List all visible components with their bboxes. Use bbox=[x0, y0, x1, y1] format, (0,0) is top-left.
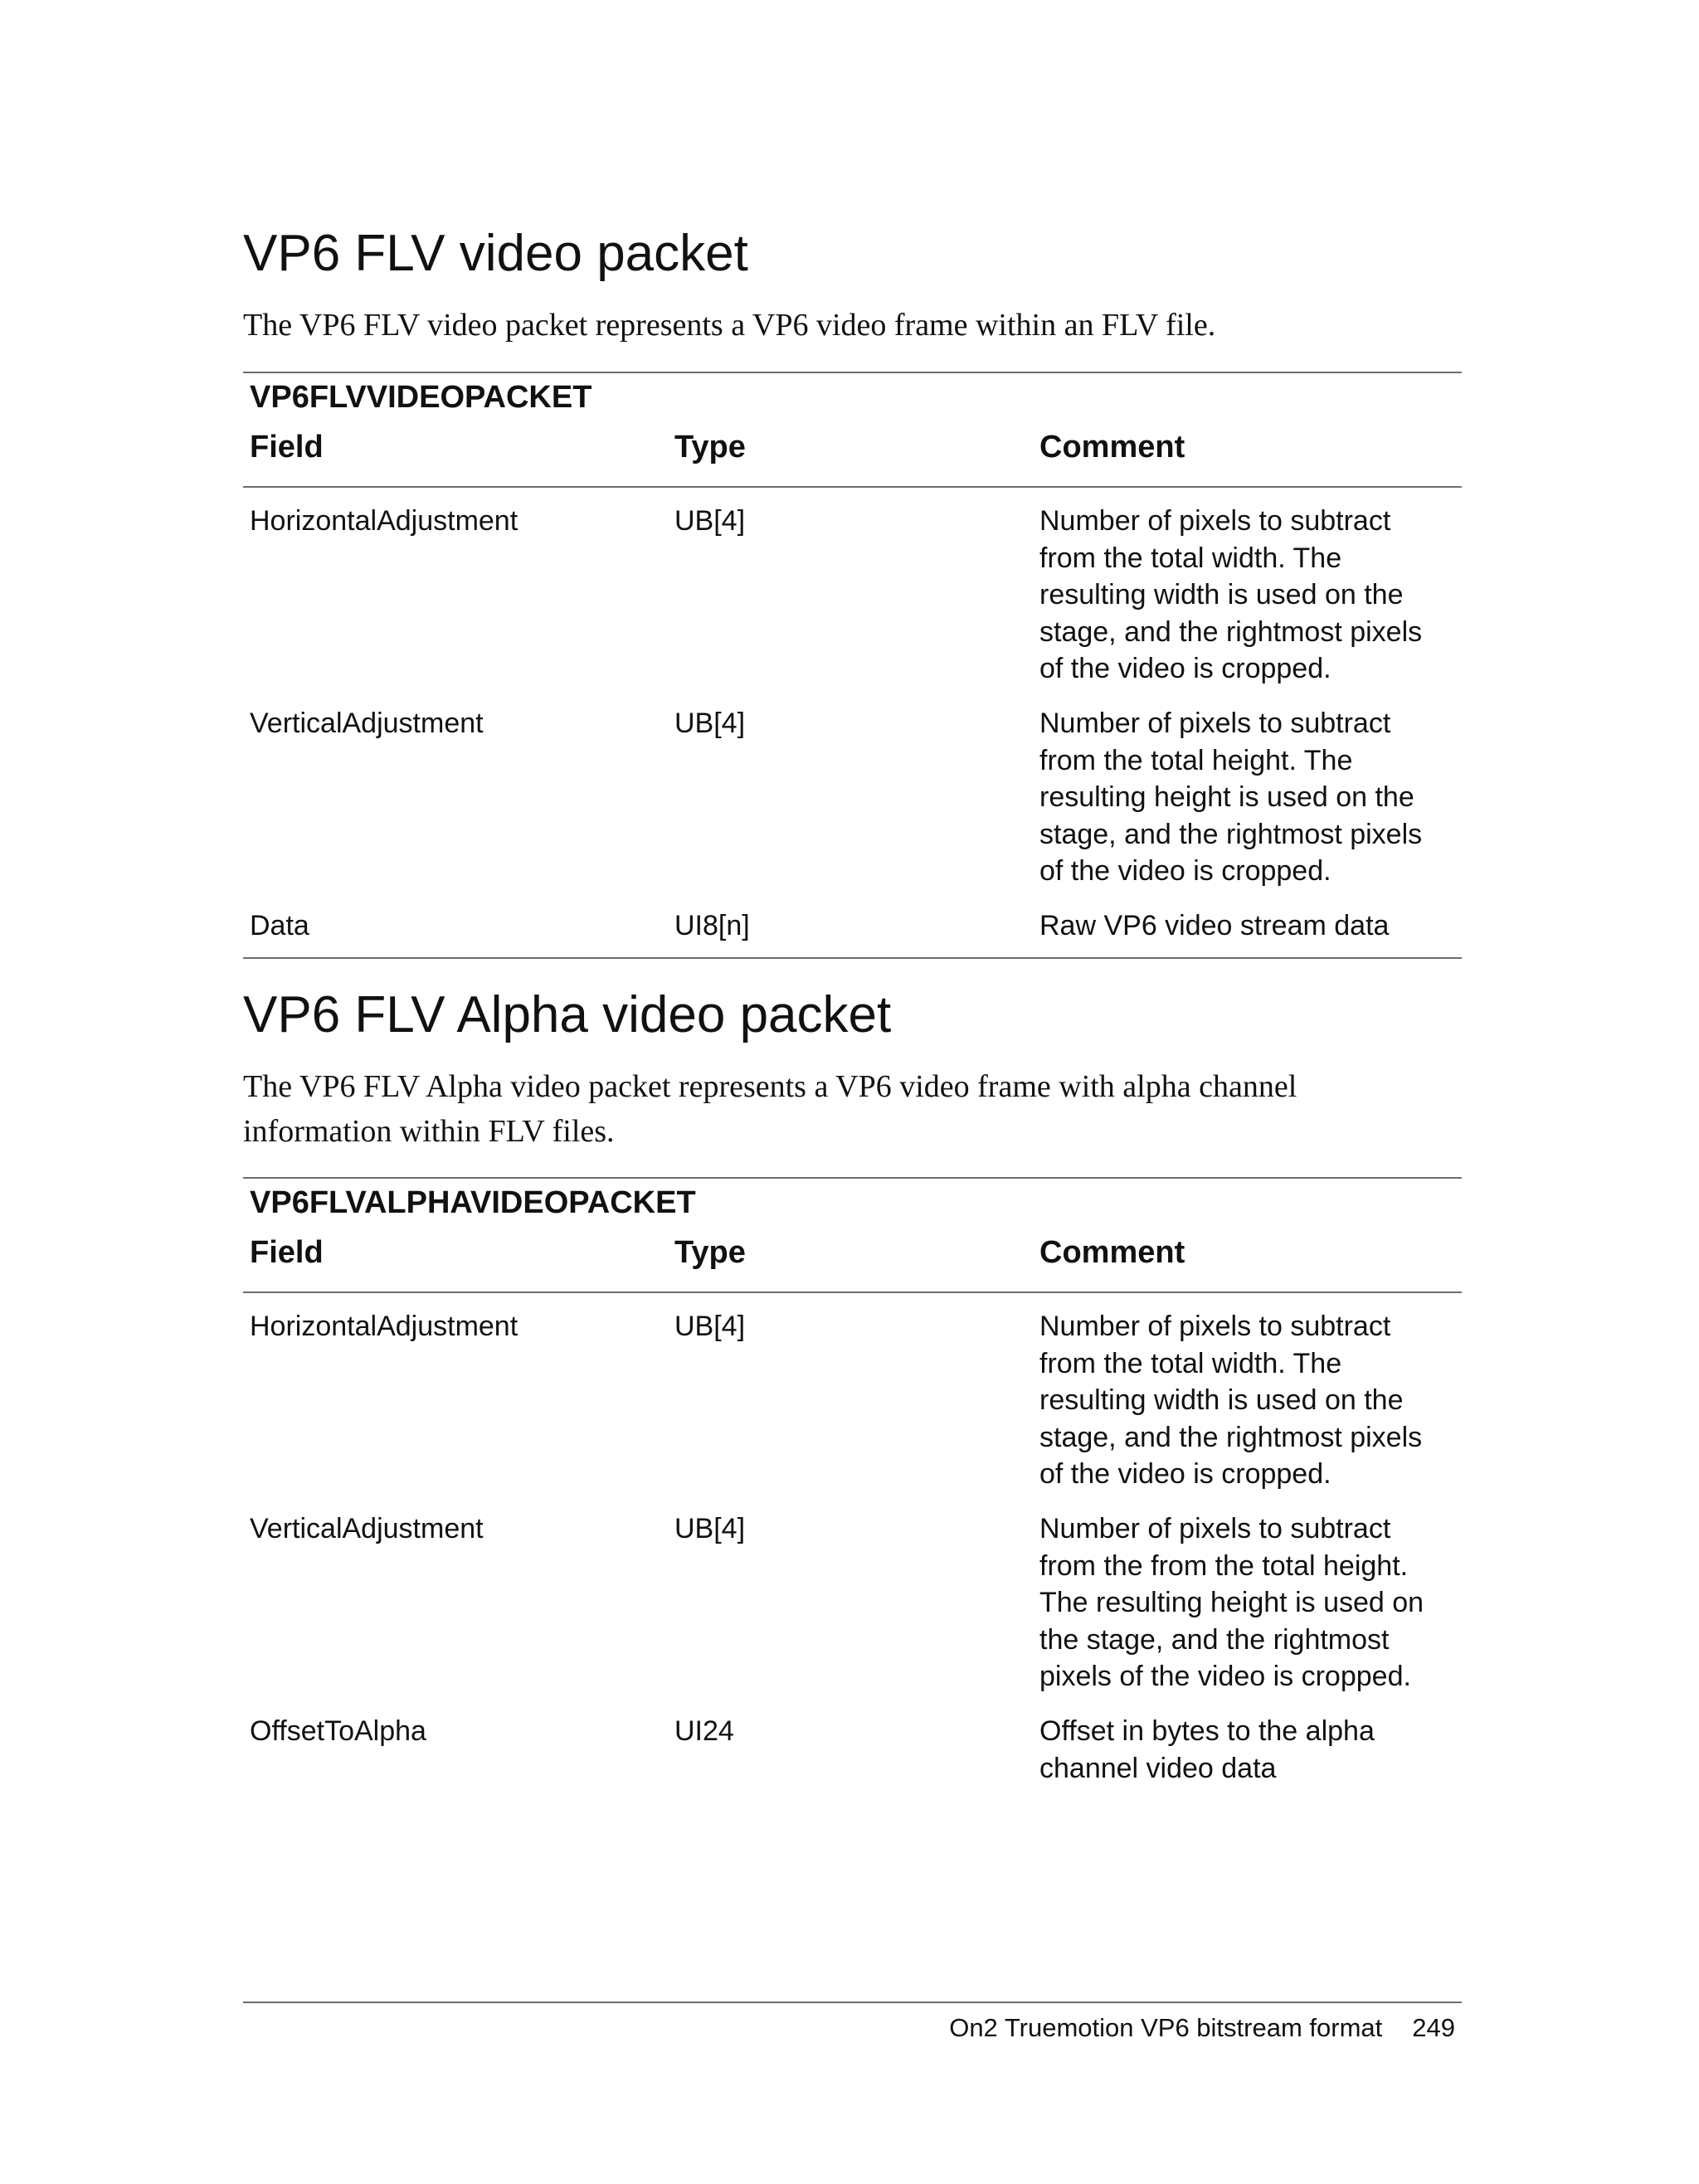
table-name: VP6FLVALPHAVIDEOPACKET bbox=[250, 1185, 696, 1220]
cell-type: UB[4] bbox=[674, 708, 746, 739]
header-type: Type bbox=[674, 430, 746, 465]
cell-comment: Offset in bytes to the alpha channel video data bbox=[1039, 1715, 1375, 1784]
cell-comment: Number of pixels to subtract from the total height. The resulting height is used on the stage, and the rightmost pixels of the video is cropped. bbox=[1039, 708, 1423, 887]
table-vp6flvalphavideopacket bbox=[243, 1177, 1462, 1796]
cell-field: OffsetToAlpha bbox=[250, 1715, 426, 1747]
table-header-row bbox=[243, 430, 1462, 486]
cell-field: VerticalAdjustment bbox=[250, 1513, 484, 1544]
table-top-rule bbox=[243, 372, 1462, 373]
cell-type: UB[4] bbox=[674, 1513, 746, 1544]
section-intro-container bbox=[243, 1064, 1462, 1154]
section-intro: The VP6 FLV video packet represents a VP6 video frame within an FLV file. bbox=[243, 308, 1216, 343]
footer-text bbox=[949, 2013, 1455, 2043]
cell-field: HorizontalAdjustment bbox=[250, 1311, 518, 1342]
table-row bbox=[243, 1713, 1462, 1796]
footer-title: On2 Truemotion VP6 bitstream format bbox=[949, 2013, 1383, 2042]
table-row bbox=[243, 907, 1462, 957]
table-vp6flvvideopacket bbox=[243, 372, 1462, 959]
section-vp6-flv-alpha-video-packet bbox=[243, 987, 1462, 1043]
cell-comment: Number of pixels to subtract from the total width. The resulting width is used on the stage, and the rightmost pixels of the video is cropped. bbox=[1039, 505, 1423, 684]
section-vp6-flv-video-packet bbox=[243, 226, 1462, 282]
cell-comment: Number of pixels to subtract from the total width. The resulting width is used on the stage, and the rightmost pixels of the video is cropped. bbox=[1039, 1311, 1423, 1490]
table-header-row bbox=[243, 1235, 1462, 1291]
table-row bbox=[243, 1510, 1462, 1713]
section-intro: The VP6 FLV Alpha video packet represents a VP6 video frame with alpha channel information within FLV files. bbox=[243, 1069, 1297, 1149]
cell-field: VerticalAdjustment bbox=[250, 708, 484, 739]
section-intro-container bbox=[243, 303, 1462, 348]
table-name: VP6FLVVIDEOPACKET bbox=[250, 380, 592, 415]
header-field: Field bbox=[250, 430, 324, 465]
section-title: VP6 FLV Alpha video packet bbox=[243, 986, 892, 1043]
cell-type: UI8[n] bbox=[674, 910, 750, 941]
cell-comment: Number of pixels to subtract from the from the total height. The resulting height is used on the stage, and the rightmost pixels of the video is cropped. bbox=[1039, 1513, 1424, 1692]
cell-type: UB[4] bbox=[674, 1311, 746, 1342]
page-number: 249 bbox=[1412, 2013, 1455, 2042]
table-row bbox=[243, 503, 1462, 705]
section-title: VP6 FLV video packet bbox=[243, 225, 748, 282]
cell-comment: Raw VP6 video stream data bbox=[1039, 910, 1390, 941]
header-comment: Comment bbox=[1039, 430, 1185, 465]
cell-type: UI24 bbox=[674, 1715, 734, 1747]
cell-field: HorizontalAdjustment bbox=[250, 505, 518, 537]
footer-rule bbox=[243, 2002, 1462, 2003]
header-comment: Comment bbox=[1039, 1235, 1185, 1270]
page-footer bbox=[243, 2002, 1462, 2042]
header-field: Field bbox=[250, 1235, 324, 1270]
cell-type: UB[4] bbox=[674, 505, 746, 537]
table-row bbox=[243, 1308, 1462, 1510]
table-top-rule bbox=[243, 1177, 1462, 1179]
cell-field: Data bbox=[250, 910, 309, 941]
table-bottom-rule bbox=[243, 957, 1462, 959]
table-row bbox=[243, 705, 1462, 907]
header-type: Type bbox=[674, 1235, 746, 1270]
